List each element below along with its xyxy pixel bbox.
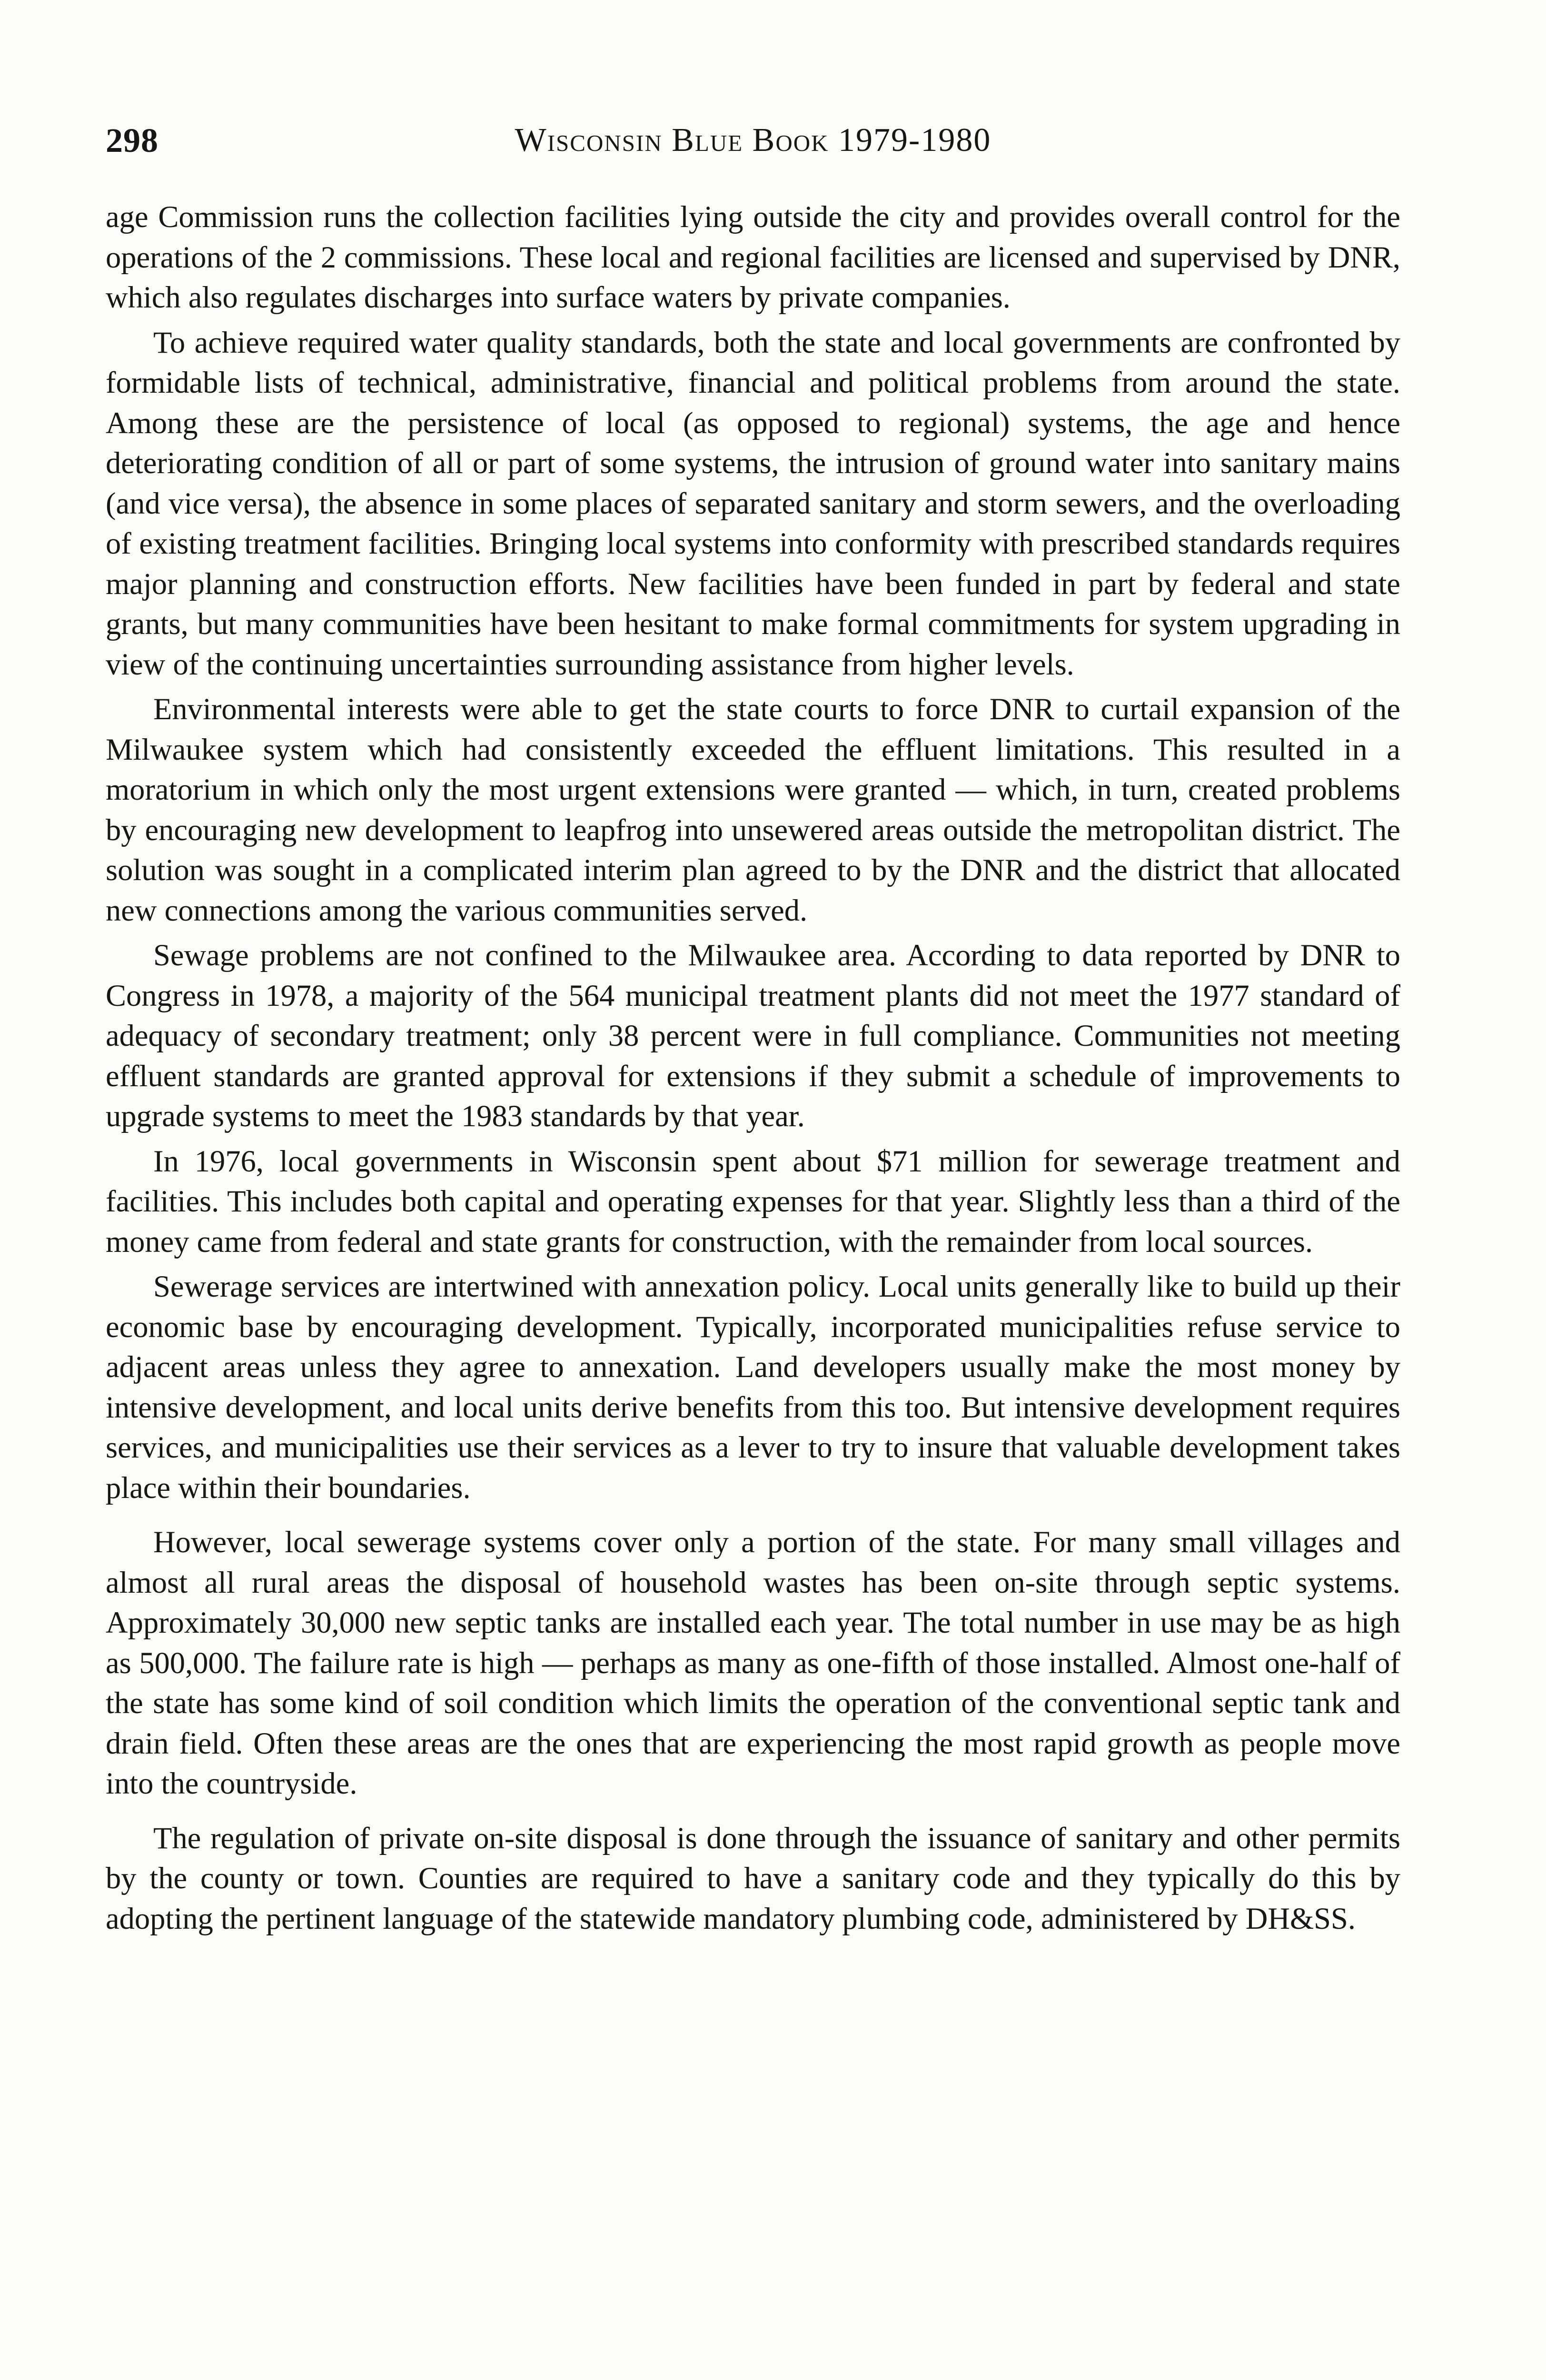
paragraph-water-quality: To achieve required water quality standards, both the state and local governments are confronted by formidable lists of technical, administrative, financial and political problems from around the state. Among these are the persistence of local (as opposed to regional) systems, the age and hence deteriorating condition of all or part of some systems, the intrusion of ground water into sanitary mains (and vice versa), the absence in some places of separated sanitary and storm sewers, and the overloading of existing treatment facilities. Bringing local systems into conformity with prescribed standards requires major planning and construction efforts. New facilities have been funded in part by federal and state grants, but many communities have been hesitant to make formal commitments for system upgrading in view of the continuing uncertainties surrounding assistance from higher levels. (106, 325, 1400, 681)
paragraph-commission-continuation: age Commission runs the collection facilities lying outside the city and provides overall control for the operations of the 2 commissions. These local and regional facilities are licensed and supervised by DNR, which also regulates discharges into surface waters by private companies. (106, 200, 1400, 314)
body-text (106, 197, 1400, 1944)
paragraph-sewage-problems: Sewage problems are not confined to the Milwaukee area. According to data reported by DNR to Congress in 1978, a majority of the 564 municipal treatment plants did not meet the 1977 standard of adequacy of secondary treatment; only 38 percent were in full compliance. Communities not meeting effluent standards are granted approval for extensions if they submit a schedule of improvements to upgrade systems to meet the 1983 standards by that year. (106, 938, 1400, 1133)
paragraph-septic-systems: However, local sewerage systems cover only a portion of the state. For many small villages and almost all rural areas the disposal of household wastes has been on-site through septic systems. Approximately 30,000 new septic tanks are installed each year. The total number in use may be as high as 500,000. The failure rate is high — perhaps as many as one-fifth of those installed. Almost one-half of the state has some kind of soil condition which limits the operation of the conventional septic tank and drain field. Often these areas are the ones that are experiencing the most rapid growth as people move into the countryside. (106, 1525, 1400, 1800)
paragraph-onsite-regulation: The regulation of private on-site disposal is done through the issuance of sanitary and other permits by the county or town. Counties are required to have a sanitary code and they typically do this by adopting the pertinent language of the statewide mandatory plumbing code, administered by DH&SS. (106, 1821, 1400, 1935)
paragraph-environmental-interests: Environmental interests were able to get the state courts to force DNR to curtail expansion of the Milwaukee system which had consistently exceeded the effluent limitations. This resulted in a moratorium in which only the most urgent extensions were granted — which, in turn, created problems by encouraging new development to leapfrog into unsewered areas outside the metropolitan district. The solution was sought in a complicated interim plan agreed to by the DNR and the district that allocated new connections among the various communities served. (106, 692, 1400, 927)
paragraph-local-spending: In 1976, local governments in Wisconsin spent about $71 million for sewerage treatment and facilities. This includes both capital and operating expenses for that year. Slightly less than a third of the money came from federal and state grants for construction, with the remainder from local sources. (106, 1144, 1400, 1259)
page-number: 298 (106, 121, 159, 159)
paragraph-annexation-policy: Sewerage services are intertwined with annexation policy. Local units generally like to build up their economic base by encouraging development. Typically, incorporated municipalities refuse service to adjacent areas unless they agree to annexation. Land developers usually make the most money by intensive development, and local units derive benefits from this too. But intensive development requires services, and municipalities use their services as a lever to try to insure that valuable development takes place within their boundaries. (106, 1269, 1400, 1505)
running-title: Wisconsin Blue Book 1979-1980 (515, 122, 991, 159)
page-header (106, 114, 1400, 167)
